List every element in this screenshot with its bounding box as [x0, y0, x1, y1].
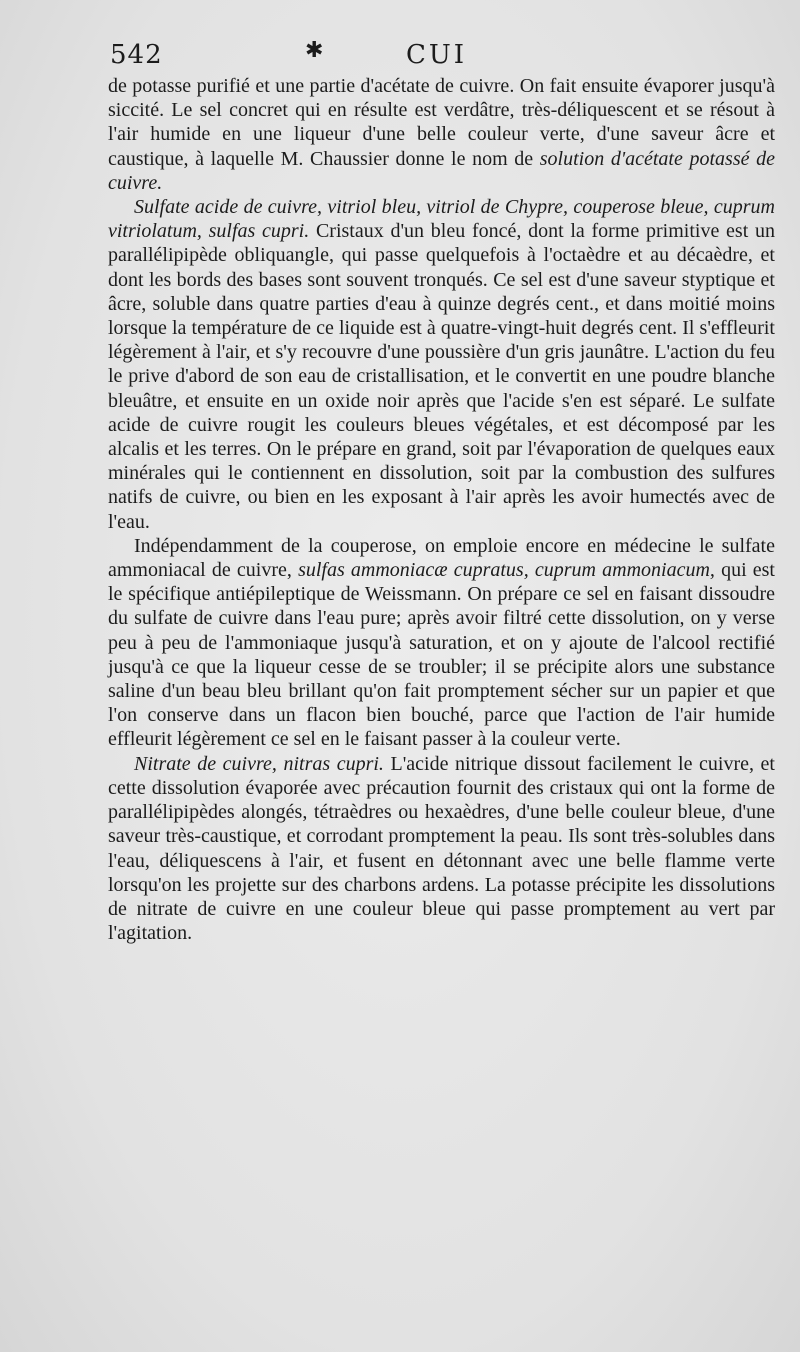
text-run: de potasse purifié et une partie d'acétate de cuivre. On fait ensuite évaporer jusqu'à siccité. Le sel concret qui en résulte est verdâtre, très-déliquescent et se résout à l'air humide en une liqueur d'une belle couleur verte, d'une saveur âcre et caustique, à laquelle M. Chaussier donne le nom de: [108, 75, 775, 170]
running-head: CUI: [406, 40, 468, 70]
italic-term: solution d'acétate potassé de cuivre.: [108, 147, 776, 194]
italic-term: Nitrate de cuivre, nitras cupri.: [134, 752, 384, 775]
text-run: Cristaux d'un bleu foncé, dont la forme primitive est un parallélipipède obliquangle, qui passe quelquefois à l'octaèdre et au décaèdre, et dont les bords des bases sont souvent tronqués. Ce sel est d'une saveur styptique et âcre, soluble dans quatre parties d'eau à quinze degrés cent., et dans moitié moins lorsque la température de ce liquide est à quatre-vingt-huit degrés cent. Il s'effleurit légèrement à l'air, et s'y recouvre d'une poussière d'un gris jaunâtre. L'action du feu le prive d'abord de son eau de cristallisation, et le convertit en une poudre blanche bleuâtre, et ensuite en un oxide noir après que l'acide s'en est séparé. Le sulfate acide de cuivre rougit les couleurs bleues végétales, et est décomposé par les alcalis et les terres. On le prépare en grand, soit par l'évaporation de quelques eaux minérales qui le contiennent en dissolution, soit par la combustion des sulfures natifs de cuivre, ou bien en les exposant à l'air après les avoir humectés avec de l'eau.: [108, 220, 775, 533]
page-number: 542: [110, 40, 163, 70]
text-run: qui est le spécifique antiépileptique de Weissmann. On prépare ce sel en faisant dissoudre du sulfate de cuivre dans l'eau pure; après avoir filtré cette dissolution, on y verse peu à peu de l'ammoniaque jusqu'à saturation, et on y ajoute de l'alcool rectifié jusqu'à ce que la liqueur cesse de se troubler; il se précipite alors une substance saline d'un beau bleu brillant qu'on fait promptement sécher sur un papier et que l'on conserve dans un flacon bien bouché, parce que l'action de l'air humide effleurit légèrement ce sel en le faisant passer à la couleur verte.: [108, 559, 775, 751]
paragraph: [108, 74, 775, 195]
paragraph: [108, 752, 775, 946]
paragraph: [108, 534, 775, 752]
text-run: L'acide nitrique dissout facilement le cuivre, et cette dissolution évaporée avec précaution fournit des cristaux qui ont la forme de parallélipipèdes alongés, tétraèdres ou hexaèdres, d'une belle couleur bleue, d'une saveur très-caustique, et corrodant promptement la peau. Ils sont très-solubles dans l'eau, déliquescens à l'air, et fusent en détonnant avec une belle flamme verte lorsqu'on les projette sur des charbons ardens. La potasse précipite les dissolutions de nitrate de cuivre en une couleur bleue qui passe promptement au vert par l'agitation.: [108, 752, 775, 945]
ornament-icon: ✱: [305, 38, 324, 63]
body-text: [108, 74, 775, 945]
italic-term: Sulfate acide de cuivre, vitriol bleu, vitriol de Chypre, couperose bleue, cuprum vitriolatum, sulfas cupri.: [108, 196, 775, 243]
paragraph: [108, 195, 775, 534]
text-run: Indépendamment de la couperose, on emploie encore en médecine le sulfate ammoniacal de cuivre,: [108, 534, 775, 582]
italic-term: sulfas ammoniacæ cupratus, cuprum ammoniacum,: [298, 559, 715, 582]
